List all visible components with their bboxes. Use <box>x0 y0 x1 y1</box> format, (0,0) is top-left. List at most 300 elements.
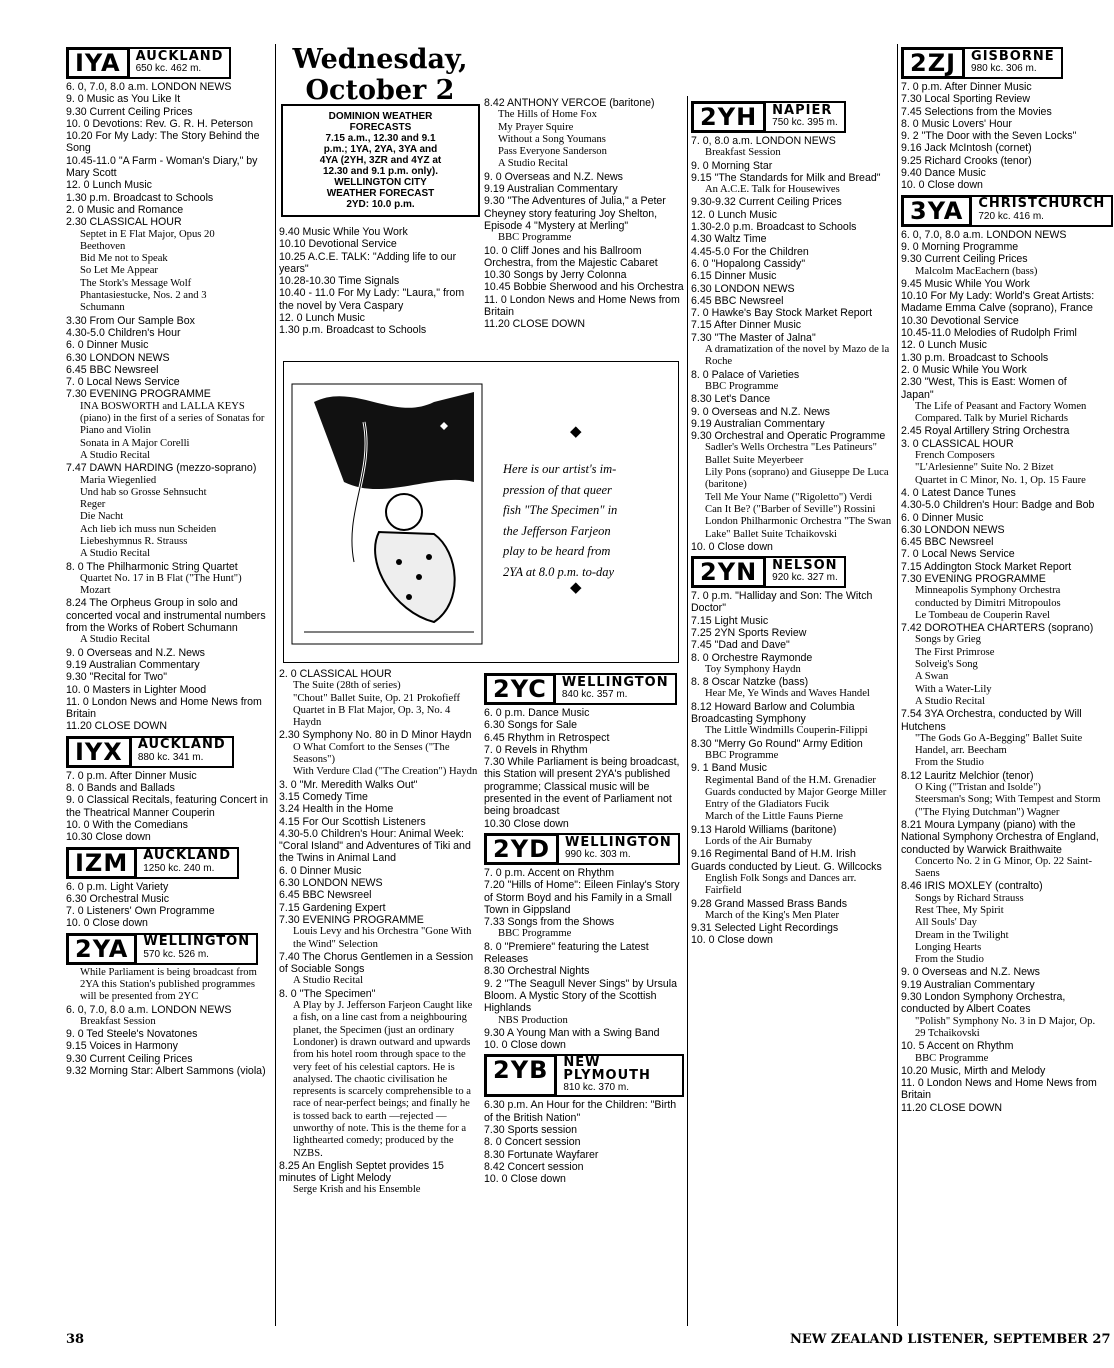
programme-entry: 9. 1 Band Music <box>691 762 767 775</box>
programme-entry: 9.30 A Young Man with a Swing Band <box>484 1026 660 1039</box>
programme-entry: 6.45 BBC Newsreel <box>279 889 372 902</box>
programme-entry: 8. 0 Palace of Varieties <box>691 368 800 381</box>
diamond-ornament: ◆ <box>570 424 582 440</box>
programme-entry: A Studio Recital <box>915 695 986 707</box>
programme-entry: 7.30 EVENING PROGRAMME <box>279 913 424 926</box>
programme-entry: 10. 0 Devotions: Rev. G. R. H. Peterson <box>66 117 254 130</box>
programme-entry: 8.12 Howard Barlow and Columbia Broadcasting Symphony <box>691 700 855 726</box>
programme-entry: Rest Thee, My Spirit <box>915 905 1004 916</box>
programme-entry: 2.30 CLASSICAL HOUR <box>66 216 182 229</box>
programme-list <box>484 867 684 1051</box>
station-header-iyx <box>66 736 270 768</box>
programme-entry: 9. 0 Overseas and N.Z. News <box>66 646 205 659</box>
programme-entry: 1.30 p.m. Broadcast to Schools <box>66 191 214 204</box>
page-title: Wednesday, October 2 <box>292 44 468 106</box>
programme-entry: 8.30 Orchestral Nights <box>484 965 590 978</box>
programme-entry: 7.40 The Chorus Gentlemen in a Session of Sociable Songs <box>279 950 474 976</box>
column-1 <box>66 44 270 1077</box>
station-call: 3YA <box>901 195 972 227</box>
programme-entry: 6.15 Dinner Music <box>691 270 777 283</box>
programme-entry: March of the Little Fauns Pierne <box>705 811 843 823</box>
programme-entry: 10. 0 Close down <box>691 540 773 553</box>
programme-entry: Septet in E Flat Major, Opus 20 <box>80 228 215 240</box>
caption-line: pression of that queer <box>503 482 612 497</box>
programme-list <box>901 81 1101 192</box>
station-call: 2YD <box>484 833 559 865</box>
programme-entry: 6.30 Songs for Sale <box>484 719 578 732</box>
programme-entry: 7.30 Sports session <box>484 1123 578 1136</box>
programme-entry: 9. 0 Morning Star <box>691 159 773 172</box>
column-rule <box>687 96 688 1326</box>
programme-entry: 6. 0, 7.0, 8.0 a.m. LONDON NEWS <box>901 228 1067 241</box>
programme-entry: Pass Everyone Sanderson <box>498 146 607 158</box>
programme-entry: 9.25 Richard Crooks (tenor) <box>901 154 1032 167</box>
programme-entry: 6.30 Orchestral Music <box>66 892 170 905</box>
station-call: 2YN <box>691 556 766 588</box>
programme-list <box>484 1099 684 1185</box>
programme-entry: Sadler's Wells Orchestra "Les Patineurs" Ballet Suite Meyerbeer <box>705 442 877 466</box>
programme-entry: 8.21 Moura Lympany (piano) with the National Symphony Orchestra of England, conducted by Warwick Braithwaite <box>901 818 1099 856</box>
station-header-izm <box>66 847 270 879</box>
programme-entry: 10. 0 Close down <box>691 934 773 947</box>
illustration-caption <box>503 459 661 582</box>
weather-line: p.m.; 1YA, 2YA, 3YA and <box>323 144 438 155</box>
programme-entry: 10.20 Music, Mirth and Melody <box>901 1064 1046 1077</box>
programme-entry: Maria Wiegenlied <box>80 474 157 486</box>
programme-entry: 9. 0 Overseas and N.Z. News <box>484 170 623 183</box>
programme-entry: 10.28-10.30 Time Signals <box>279 275 400 288</box>
programme-entry: Concerto No. 2 in G Minor, Op. 22 Saint-Saens <box>915 855 1093 880</box>
programme-entry: 9.13 Harold Williams (baritone) <box>691 823 837 836</box>
programme-entry: French Composers <box>915 450 995 462</box>
programme-entry: 9. 0 Classical Recitals, featuring Concert in the Theatrical Manner Couperin <box>66 794 268 819</box>
programme-entry: "Polish" Symphony No. 3 in D Major, Op. 29 Tchaikovski <box>915 1015 1096 1039</box>
programme-entry: 10. 0 Cliff Jones and his Ballroom Orchestra, from the Majestic Cabaret <box>484 244 658 269</box>
programme-entry: 9.15 Voices in Harmony <box>66 1040 178 1053</box>
programme-entry: 7.45 "Dad and Dave" <box>691 639 790 652</box>
programme-entry: 7.20 "Hills of Home": Eileen Finlay's Story of Storm Boyd and his Family in a Small Town in Gippsland <box>484 879 680 916</box>
programme-entry: 7.30 While Parliament is being broadcast, this Station will present 2YA's published programme; Classical music will be presented in the event of Parliament not being broadcast <box>484 756 680 818</box>
programme-entry: 9.16 Jack McIntosh (cornet) <box>901 142 1032 155</box>
programme-entry: 9.28 Grand Massed Brass Bands <box>691 897 848 910</box>
programme-entry: BBC Programme <box>915 1052 989 1064</box>
programme-entry: 4.30-5.0 Children's Hour <box>66 326 181 339</box>
programme-entry: Ach lieb ich muss nun Scheiden <box>80 523 217 535</box>
programme-entry: 7.45 Selections from the Movies <box>901 105 1052 118</box>
station-frequency: 990 kc. 303 m. <box>565 848 631 860</box>
programme-entry: 9. 0 Overseas and N.Z. News <box>691 405 830 418</box>
programme-entry: 3.24 Health in the Home <box>279 803 394 816</box>
programme-entry: 8. 8 Oscar Natzke (bass) <box>691 676 809 689</box>
programme-entry: Louis Levy and his Orchestra "Gone With the Wind" Selection <box>293 926 472 950</box>
programme-list <box>484 97 684 331</box>
programme-entry: Steersman's Song; With Tempest and Storm ("The Flying Dutchman") Wagner <box>915 794 1101 818</box>
programme-entry: 6. 0 Dinner Music <box>901 511 984 524</box>
programme-entry: My Prayer Squire <box>498 121 574 133</box>
programme-entry: 10.45 Bobbie Sherwood and his Orchestra <box>484 281 684 294</box>
programme-entry: 7.33 Songs from the Shows <box>484 916 615 929</box>
station-name: WELLINGTON <box>565 834 672 850</box>
station-call: IZM <box>66 847 137 879</box>
programme-entry: 10.25 A.C.E. TALK: "Adding life to our years" <box>279 250 457 275</box>
programme-entry: 9.40 Dance Music <box>901 167 986 180</box>
programme-entry: 11.20 CLOSE DOWN <box>484 318 586 331</box>
programme-entry: 3.15 Comedy Time <box>279 790 368 803</box>
programme-entry: 6.45 BBC Newsreel <box>66 363 159 376</box>
programme-entry: 9.30 London Symphony Orchestra, conducted by Albert Coates <box>901 991 1066 1016</box>
programme-entry: 10. 0 Close down <box>484 1173 566 1186</box>
station-call: IYA <box>66 47 130 79</box>
station-header-2yc <box>484 673 684 705</box>
weather-line: 2YD: 10.0 p.m. <box>346 199 415 210</box>
programme-entry: Can It Be? ("Barber of Seville") Rossini <box>705 503 876 515</box>
programme-entry: 11.20 CLOSE DOWN <box>901 1101 1003 1114</box>
programme-entry: 9.30 Orchestral and Operatic Programme <box>691 430 886 443</box>
programme-entry: 10.30 Close down <box>66 831 151 844</box>
programme-entry: BBC Programme <box>498 928 572 940</box>
programme-entry: 1.30 p.m. Broadcast to Schools <box>901 351 1049 364</box>
programme-entry: 8. 0 Concert session <box>484 1136 581 1149</box>
programme-entry: INA BOSWORTH and LALLA KEYS (piano) in the first of a series of Sonatas for Piano and Violin <box>80 400 265 437</box>
programme-entry: 8.42 Concert session <box>484 1160 584 1173</box>
programme-entry: 7. 0 Local News Service <box>901 548 1015 561</box>
station-call: 2ZJ <box>901 47 965 79</box>
programme-entry: 7.54 3YA Orchestra, conducted by Will Hutchens <box>901 708 1082 733</box>
programme-entry: Tell Me Your Name ("Rigoletto") Verdi <box>705 491 873 503</box>
station-name: NAPIER <box>772 102 833 118</box>
programme-entry: 8.12 Lauritz Melchior (tenor) <box>901 769 1034 782</box>
programme-entry: A Studio Recital <box>498 158 569 170</box>
weather-line: DOMINION WEATHER <box>328 111 433 122</box>
station-header-2yn <box>691 556 893 588</box>
programme-entry: 8. 0 The Philharmonic String Quartet <box>66 560 238 573</box>
programme-entry: 6.45 BBC Newsreel <box>691 294 784 307</box>
programme-entry: 6. 0 Dinner Music <box>66 339 149 352</box>
column-rule <box>275 44 276 1326</box>
programme-entry: From the Studio <box>915 954 984 966</box>
station-header-2zj <box>901 47 1101 79</box>
programme-entry: 8.30 Let's Dance <box>691 393 771 406</box>
programme-entry: BBC Programme <box>705 380 779 392</box>
programme-entry: BBC Programme <box>705 749 779 761</box>
programme-entry: 4. 0 Latest Dance Tunes <box>901 486 1016 499</box>
programme-entry: 9.16 Regimental Band of H.M. Irish Guards conducted by Lieut. G. Willcocks <box>691 848 882 873</box>
programme-entry: 7.47 DAWN HARDING (mezzo-soprano) <box>66 462 257 475</box>
programme-entry: 9.19 Australian Commentary <box>484 183 618 196</box>
programme-entry: Lily Pons (soprano) and Giuseppe De Luca (baritone) <box>705 467 889 491</box>
weather-line: 4YA (2YH, 3ZR and 4YZ at <box>319 155 442 166</box>
programme-entry: 7. 0, 8.0 a.m. LONDON NEWS <box>691 135 836 147</box>
programme-entry: A dramatization of the novel by Mazo de la Roche <box>705 344 890 368</box>
programme-entry: A Swan <box>915 671 949 683</box>
programme-entry: 12. 0 Lunch Music <box>279 312 365 325</box>
caption-line: 2YA at 8.0 p.m. to-day <box>503 564 615 579</box>
programme-entry: Phantasiestucke, Nos. 2 and 3 <box>80 290 207 302</box>
programme-entry: 6.45 BBC Newsreel <box>901 536 994 549</box>
programme-entry: 2. 0 Music While You Work <box>901 363 1027 376</box>
programme-entry: Songs by Richard Strauss <box>915 892 1024 904</box>
station-call: IYX <box>66 736 132 768</box>
programme-entry: Songs by Grieg <box>915 634 981 646</box>
programme-entry: 10.30 Close down <box>484 817 569 830</box>
programme-entry: 10. 5 Accent on Rhythm <box>901 1040 1014 1053</box>
programme-entry: 9.30 Current Ceiling Prices <box>66 1052 193 1065</box>
programme-entry: 10. 0 Close down <box>901 179 983 192</box>
programme-entry: 9.19 Australian Commentary <box>691 417 825 430</box>
programme-entry: Sonata in A Major Corelli <box>80 437 190 449</box>
station-frequency: 810 kc. 370 m. <box>563 1082 629 1094</box>
programme-entry: English Folk Songs and Dances arr. Fairfield <box>705 872 857 897</box>
station-name: WELLINGTON <box>143 934 251 950</box>
programme-entry: 8.30 "Merry Go Round" Army Edition <box>691 737 863 750</box>
programme-entry: 10. 0 Close down <box>66 917 148 930</box>
programme-entry: 7. 0 p.m. After Dinner Music <box>66 769 197 782</box>
station-frequency: 980 kc. 306 m. <box>971 63 1037 74</box>
programme-entry: 9.30-9.32 Current Ceiling Prices <box>691 196 842 209</box>
column-3-bottom <box>484 670 684 1185</box>
programme-entry: 2.45 Royal Artillery String Orchestra <box>901 425 1070 438</box>
programme-entry: 2.30 Symphony No. 80 in D Minor Haydn <box>279 729 472 742</box>
weather-forecast-box <box>281 104 480 217</box>
programme-entry: 7.30 EVENING PROGRAMME <box>901 572 1046 585</box>
column-rule <box>897 44 898 1326</box>
programme-entry: 9.30 Current Ceiling Prices <box>66 105 193 118</box>
programme-entry: Longing Hearts <box>915 941 982 953</box>
programme-entry: 6. 0, 7.0, 8.0 a.m. LONDON NEWS <box>66 1003 232 1016</box>
programme-entry: Quartet in B Flat Major, Op. 3, No. 4 Haydn <box>293 704 451 729</box>
programme-entry: 6.45 Rhythm in Retrospect <box>484 731 610 744</box>
programme-entry: 10.10 Devotional Service <box>279 238 397 251</box>
programme-entry: 8.46 IRIS MOXLEY (contralto) <box>901 880 1043 893</box>
programme-entry: 6.30 LONDON NEWS <box>279 877 383 890</box>
programme-entry: 11. 0 London News and Home News from Britain <box>484 293 680 319</box>
programme-list <box>66 967 270 1078</box>
programme-entry: While Parliament is being broadcast from 2YA this Station's published programmes will be presented from 2YC <box>80 966 257 1003</box>
programme-entry: 7.15 Light Music <box>691 614 769 627</box>
programme-entry: Toy Symphony Haydn <box>705 663 801 675</box>
programme-entry: 4.45-5.0 For the Children <box>691 245 809 258</box>
programme-entry: 6.30 LONDON NEWS <box>66 351 170 364</box>
programme-entry: Breakfast Session <box>705 147 781 159</box>
column-2-bottom <box>279 668 479 1197</box>
station-frequency: 570 kc. 526 m. <box>143 948 209 960</box>
programme-entry: 9.40 Music While You Work <box>279 226 408 238</box>
programme-entry: 8.25 An English Septet provides 15 minutes of Light Melody <box>279 1159 444 1185</box>
programme-entry: 10.30 Devotional Service <box>901 314 1019 327</box>
programme-entry: 9.45 Music While You Work <box>901 277 1030 290</box>
column-4 <box>691 98 893 947</box>
caption-line: play to be heard from <box>503 544 611 558</box>
programme-entry: Regimental Band of the H.M. Grenadier Guards conducted by Major George Miller <box>705 774 887 798</box>
programme-entry: The Stork's Message Wolf <box>80 277 192 289</box>
station-frequency: 720 kc. 416 m. <box>978 210 1044 222</box>
programme-entry: 7. 0 Hawke's Bay Stock Market Report <box>691 307 873 320</box>
weather-line: 12.30 and 9.1 p.m. only). <box>322 166 439 177</box>
programme-entry: 3. 0 "Mr. Meredith Walks Out" <box>279 778 418 791</box>
programme-entry: 10. 0 Close down <box>484 1039 566 1052</box>
programme-entry: 10. 0 Masters in Lighter Mood <box>66 683 207 696</box>
programme-entry: 6.30 LONDON NEWS <box>901 523 1005 536</box>
programme-entry: Serge Krish and his Ensemble <box>293 1184 421 1196</box>
station-call: 2YB <box>484 1054 557 1097</box>
programme-entry: Die Nacht <box>80 511 124 523</box>
programme-entry: 6.30 p.m. An Hour for the Children: "Birth of the British Nation" <box>484 1099 677 1124</box>
station-frequency: 880 kc. 341 m. <box>137 751 204 763</box>
programme-entry: 7.30 EVENING PROGRAMME <box>66 388 211 401</box>
programme-entry: 8. 0 "The Specimen" <box>279 987 376 1000</box>
programme-entry: A Studio Recital <box>80 634 151 646</box>
programme-entry: 7.15 Gardening Expert <box>279 901 386 914</box>
programme-entry: So Let Me Appear <box>80 265 158 277</box>
programme-list <box>901 229 1101 1114</box>
diamond-ornament: ◆ <box>570 580 582 596</box>
programme-entry: 6. 0 p.m. Light Variety <box>66 880 169 893</box>
station-header-2ya <box>66 933 270 965</box>
programme-entry: 8. 0 Music Lovers' Hour <box>901 117 1012 130</box>
page-number: 38 <box>66 1332 85 1347</box>
programme-entry: 10. 0 With the Comedians <box>66 818 188 831</box>
programme-list <box>66 881 270 930</box>
programme-entry: 9. 2 "The Seagull Never Sings" by Ursula Bloom. A Mystic Story of the Scottish Highlands <box>484 977 678 1015</box>
programme-entry: 10.45-11.0 Melodies of Rudolph Friml <box>901 327 1077 340</box>
programme-entry: 7. 0 Revels in Rhythm <box>484 743 588 756</box>
programme-entry: NBS Production <box>498 1014 568 1026</box>
programme-entry: 8.24 The Orpheus Group in solo and concerted vocal and instrumental numbers from the Works of Robert Schumann <box>66 597 266 635</box>
programme-entry: Und hab so Grosse Sehnsucht <box>80 486 207 498</box>
programme-entry: 11. 0 London News and Home News from Britain <box>901 1077 1097 1102</box>
programme-entry: March of the King's Men Plater <box>705 909 840 921</box>
column-2-top <box>279 226 479 337</box>
programme-entry: 9. 0 Overseas and N.Z. News <box>901 966 1040 979</box>
programme-entry: 7. 0 p.m. Accent on Rhythm <box>484 866 615 879</box>
programme-entry: Breakfast Session <box>80 1015 156 1027</box>
station-call: 2YH <box>691 101 766 133</box>
programme-entry: 9.15 "The Standards for Milk and Bread" <box>691 171 881 184</box>
programme-entry: Dream in the Twilight <box>915 929 1009 941</box>
programme-list <box>279 226 479 337</box>
caption-line: Here is our artist's im- <box>503 462 617 476</box>
programme-entry: 10.10 For My Lady: World's Great Artists: Madame Emma Calve (soprano), France <box>901 290 1095 315</box>
programme-entry: 11. 0 London News and Home News from Britain <box>66 695 262 721</box>
programme-entry: O What Comfort to the Senses ("The Seasons") <box>293 741 450 766</box>
programme-entry: 12. 0 Lunch Music <box>691 208 777 221</box>
programme-entry: An A.C.E. Talk for Housewives <box>705 184 840 196</box>
programme-entry: Quartet No. 17 in B Flat ("The Hunt") Mozart <box>80 572 242 597</box>
station-header-2yb <box>484 1054 684 1097</box>
station-header-3ya <box>901 195 1106 227</box>
programme-entry: 9. 0 Music as You Like It <box>66 93 181 106</box>
programme-entry: The First Primrose <box>915 646 995 658</box>
station-frequency: 650 kc. 462 m. <box>135 63 202 74</box>
programme-entry: Quartet in C Minor, No. 1, Op. 15 Faure <box>915 474 1086 486</box>
programme-entry: 1.30 p.m. Broadcast to Schools <box>279 324 427 337</box>
station-header-2yd <box>484 833 684 865</box>
weather-line: FORECASTS <box>349 122 412 133</box>
programme-entry: 7.30 "The Master of Jalna" <box>691 331 816 344</box>
column-5 <box>901 44 1106 1114</box>
programme-entry: 4.30-5.0 Children's Hour: Animal Week: "Coral Island" and Adventures of Tiki and the Twins in Animal Land <box>279 827 471 865</box>
programme-entry: 7.15 Addington Stock Market Report <box>901 560 1072 573</box>
programme-entry: 8. 0 Bands and Ballads <box>66 782 175 795</box>
station-call: 2YA <box>66 933 137 965</box>
programme-entry: 8. 0 Orchestre Raymonde <box>691 651 813 664</box>
programme-entry: 4.15 For Our Scottish Listeners <box>279 815 426 828</box>
programme-entry: All Souls' Day <box>915 917 977 929</box>
weather-line: WEATHER FORECAST <box>326 188 435 199</box>
programme-entry: Solveig's Song <box>915 659 978 671</box>
programme-entry: Handel, arr. Beecham <box>915 745 1007 757</box>
programme-list <box>66 81 270 733</box>
programme-entry: 9. 2 "The Door with the Seven Locks" <box>901 130 1077 143</box>
programme-entry: A Studio Recital <box>80 449 151 461</box>
programme-entry: 3.30 From Our Sample Box <box>66 314 195 327</box>
programme-entry: A Studio Recital <box>293 975 364 987</box>
programme-entry: 12. 0 Lunch Music <box>66 179 152 192</box>
programme-entry: 12. 0 Lunch Music <box>901 339 987 352</box>
programme-entry: 8.30 Fortunate Wayfarer <box>484 1148 599 1161</box>
station-call: 2YC <box>484 673 556 705</box>
programme-entry: 1.30-2.0 p.m. Broadcast to Schools <box>691 221 857 234</box>
weather-line: WELLINGTON CITY <box>334 177 427 188</box>
programme-entry: London Philharmonic Orchestra "The Swan Lake" Ballet Suite Tchaikovski <box>705 516 892 540</box>
programme-entry: 6. 0 Dinner Music <box>279 864 362 877</box>
station-name: GISBORNE <box>971 48 1055 64</box>
station-name: NEW PLYMOUTH <box>563 1055 651 1083</box>
programme-entry: "The Gods Go A-Begging" Ballet Suite <box>915 732 1083 744</box>
programme-entry: 9. 0 Morning Programme <box>901 240 1019 253</box>
programme-entry: 7. 0 p.m. "Halliday and Son: The Witch Doctor" <box>691 590 873 615</box>
programme-list <box>66 770 270 844</box>
programme-entry: Schumann <box>80 302 125 314</box>
programme-entry: 2. 0 CLASSICAL HOUR <box>279 668 392 680</box>
station-name: AUCKLAND <box>137 737 226 753</box>
programme-entry: 8.42 ANTHONY VERCOE (baritone) <box>484 97 655 109</box>
programme-entry: 10.20 For My Lady: The Story Behind the Song <box>66 130 260 155</box>
programme-entry: Minneapolis Symphony Orchestra conducted by Dimitri Mitropoulos <box>915 585 1061 609</box>
programme-entry: Liebeshymnus R. Strauss <box>80 535 188 547</box>
programme-entry: 7. 0 Local News Service <box>66 376 180 389</box>
programme-entry: 6. 0 p.m. Dance Music <box>484 707 590 719</box>
programme-entry: The Life of Peasant and Factory Women Compared. Talk by Muriel Richards <box>915 400 1087 425</box>
station-frequency: 1250 kc. 240 m. <box>143 862 215 874</box>
programme-entry: The Hills of Home Fox <box>498 109 597 121</box>
programme-entry: "Chout" Ballet Suite, Op. 21 Prokofieff <box>293 692 461 704</box>
programme-entry: 7.30 Local Sporting Review <box>901 93 1030 106</box>
programme-entry: With a Water-Lily <box>915 683 992 695</box>
programme-entry: Beethoven <box>80 240 126 252</box>
caption-line: the Jefferson Farjeon <box>503 523 611 538</box>
programme-entry: 10.30 Songs by Jerry Colonna <box>484 269 627 282</box>
weather-line: 7.15 a.m., 12.30 and 9.1 <box>325 133 436 144</box>
programme-entry: 2. 0 Music and Romance <box>66 203 184 216</box>
programme-entry: 7. 0 Listeners' Own Programme <box>66 905 215 918</box>
station-name: WELLINGTON <box>561 674 669 690</box>
programme-entry: 9.30 "Recital for Two" <box>66 671 167 684</box>
programme-entry: 7.25 2YN Sports Review <box>691 626 807 639</box>
station-header-2yh <box>691 101 893 133</box>
programme-entry: Hear Me, Ye Winds and Waves Handel <box>705 688 870 700</box>
programme-entry: 8. 0 "Premiere" featuring the Latest Releases <box>484 940 649 966</box>
station-name: NELSON <box>772 557 838 573</box>
programme-entry: 10.45-11.0 "A Farm - Woman's Diary," by Mary Scott <box>66 154 258 180</box>
programme-entry: 9.19 Australian Commentary <box>66 658 200 671</box>
programme-entry: 6.30 LONDON NEWS <box>691 282 795 295</box>
programme-entry: 6. 0, 7.0, 8.0 a.m. LONDON NEWS <box>66 81 232 93</box>
programme-entry: Reger <box>80 499 106 511</box>
programme-entry: Entry of the Gladiators Fucik <box>705 799 830 811</box>
programme-entry: "L'Arlesienne" Suite No. 2 Bizet <box>915 462 1054 474</box>
station-frequency: 920 kc. 327 m. <box>772 572 838 584</box>
